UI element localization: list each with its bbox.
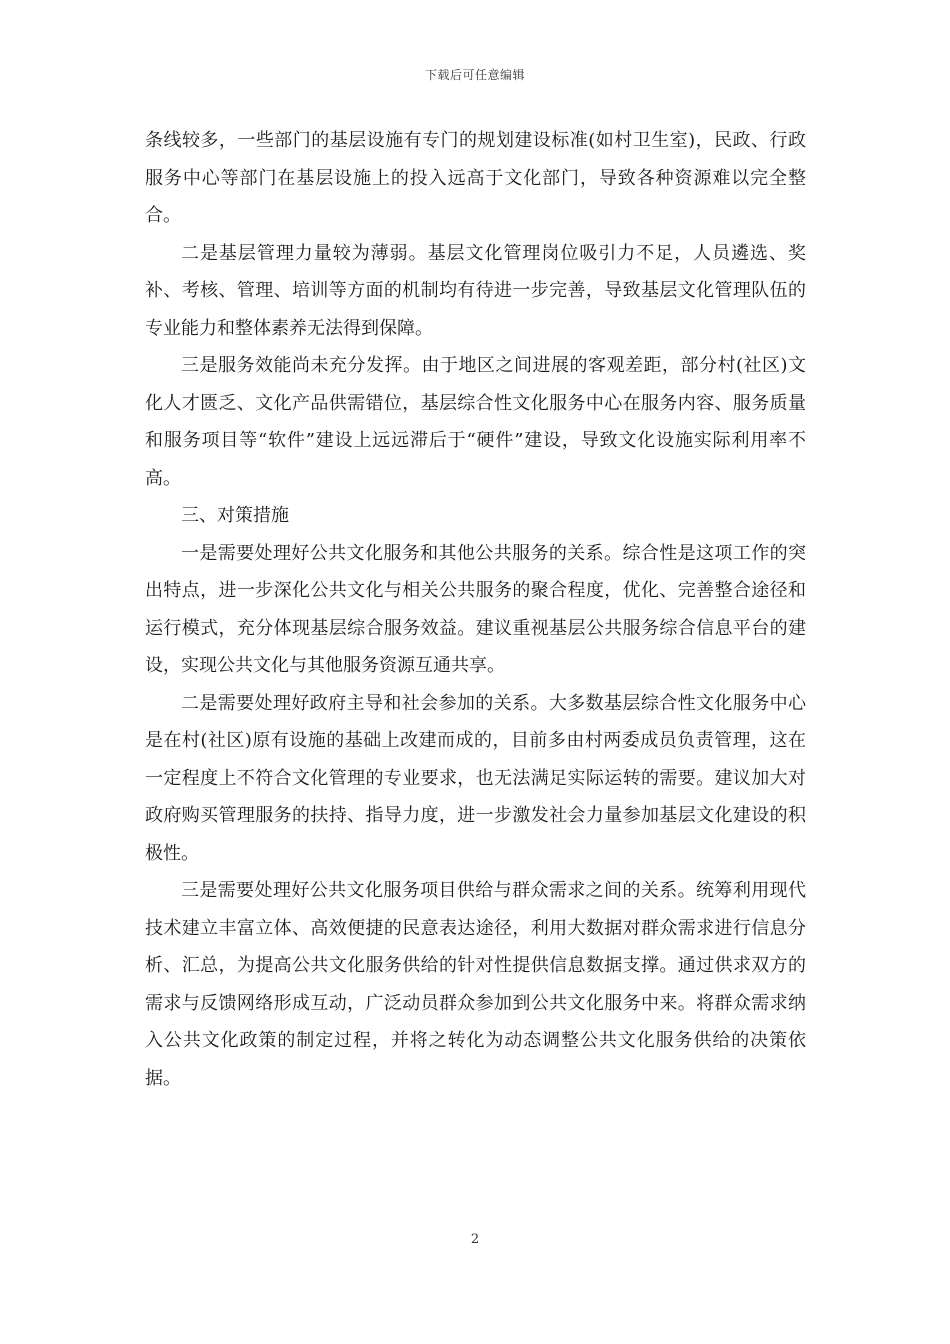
paragraph-public-services-relation: 一是需要处理好公共文化服务和其他公共服务的关系。综合性是这项工作的突出特点，进一步深化公共文化与相关公共服务的聚合程度，优化、完善整合途径和运行模式，充分体现基层综合服务效益。建议重视基层公共服务综合信息平台的建设，实现公共文化与其他服务资源互通共享。 bbox=[145, 542, 806, 676]
paragraph-supply-demand-relation: 三是需要处理好公共文化服务项目供给与群众需求之间的关系。统筹利用现代技术建立丰富立体、高效便捷的民意表达途径，利用大数据对群众需求进行信息分析、汇总，为提高公共文化服务供给的针对性提供信息数据支撑。通过供求双方的需求与反馈网络形成互动，广泛动员群众参加到公共文化服务中来。将群众需求纳入公共文化政策的制定过程，并将之转化为动态调整公共文化服务供给的决策依据。 bbox=[145, 880, 806, 1089]
section-heading-countermeasures: 三、对策措施 bbox=[181, 505, 289, 526]
page-number: 2 bbox=[470, 1232, 480, 1247]
paragraph-service-efficiency: 三是服务效能尚未充分发挥。由于地区之间进展的客观差距，部分村(社区)文化人才匮乏、文化产品供需错位，基层综合性文化服务中心在服务内容、服务质量和服务项目等“软件”建设上远远滞后于“硬件”建设，导致文化设施实际利用率不高。 bbox=[145, 355, 806, 489]
paragraph-government-society-relation: 二是需要处理好政府主导和社会参加的关系。大多数基层综合性文化服务中心是在村(社区)原有设施的基础上改建而成的，目前多由村两委成员负责管理，这在一定程度上不符合文化管理的专业要求，也无法满足实际运转的需要。建议加大对政府购买管理服务的扶持、指导力度，进一步激发社会力量参加基层文化建设的积极性。 bbox=[145, 692, 806, 864]
page-header: 下载后可任意编辑 bbox=[424, 68, 525, 82]
document-body bbox=[145, 122, 806, 1097]
paragraph-continuation: 条线较多，一些部门的基层设施有专门的规划建设标准(如村卫生室)，民政、行政服务中心等部门在基层设施上的投入远高于文化部门，导致各种资源难以完全整合。 bbox=[145, 130, 806, 226]
paragraph-management-capacity: 二是基层管理力量较为薄弱。基层文化管理岗位吸引力不足，人员遴选、奖补、考核、管理、培训等方面的机制均有待进一步完善，导致基层文化管理队伍的专业能力和整体素养无法得到保障。 bbox=[145, 242, 806, 339]
